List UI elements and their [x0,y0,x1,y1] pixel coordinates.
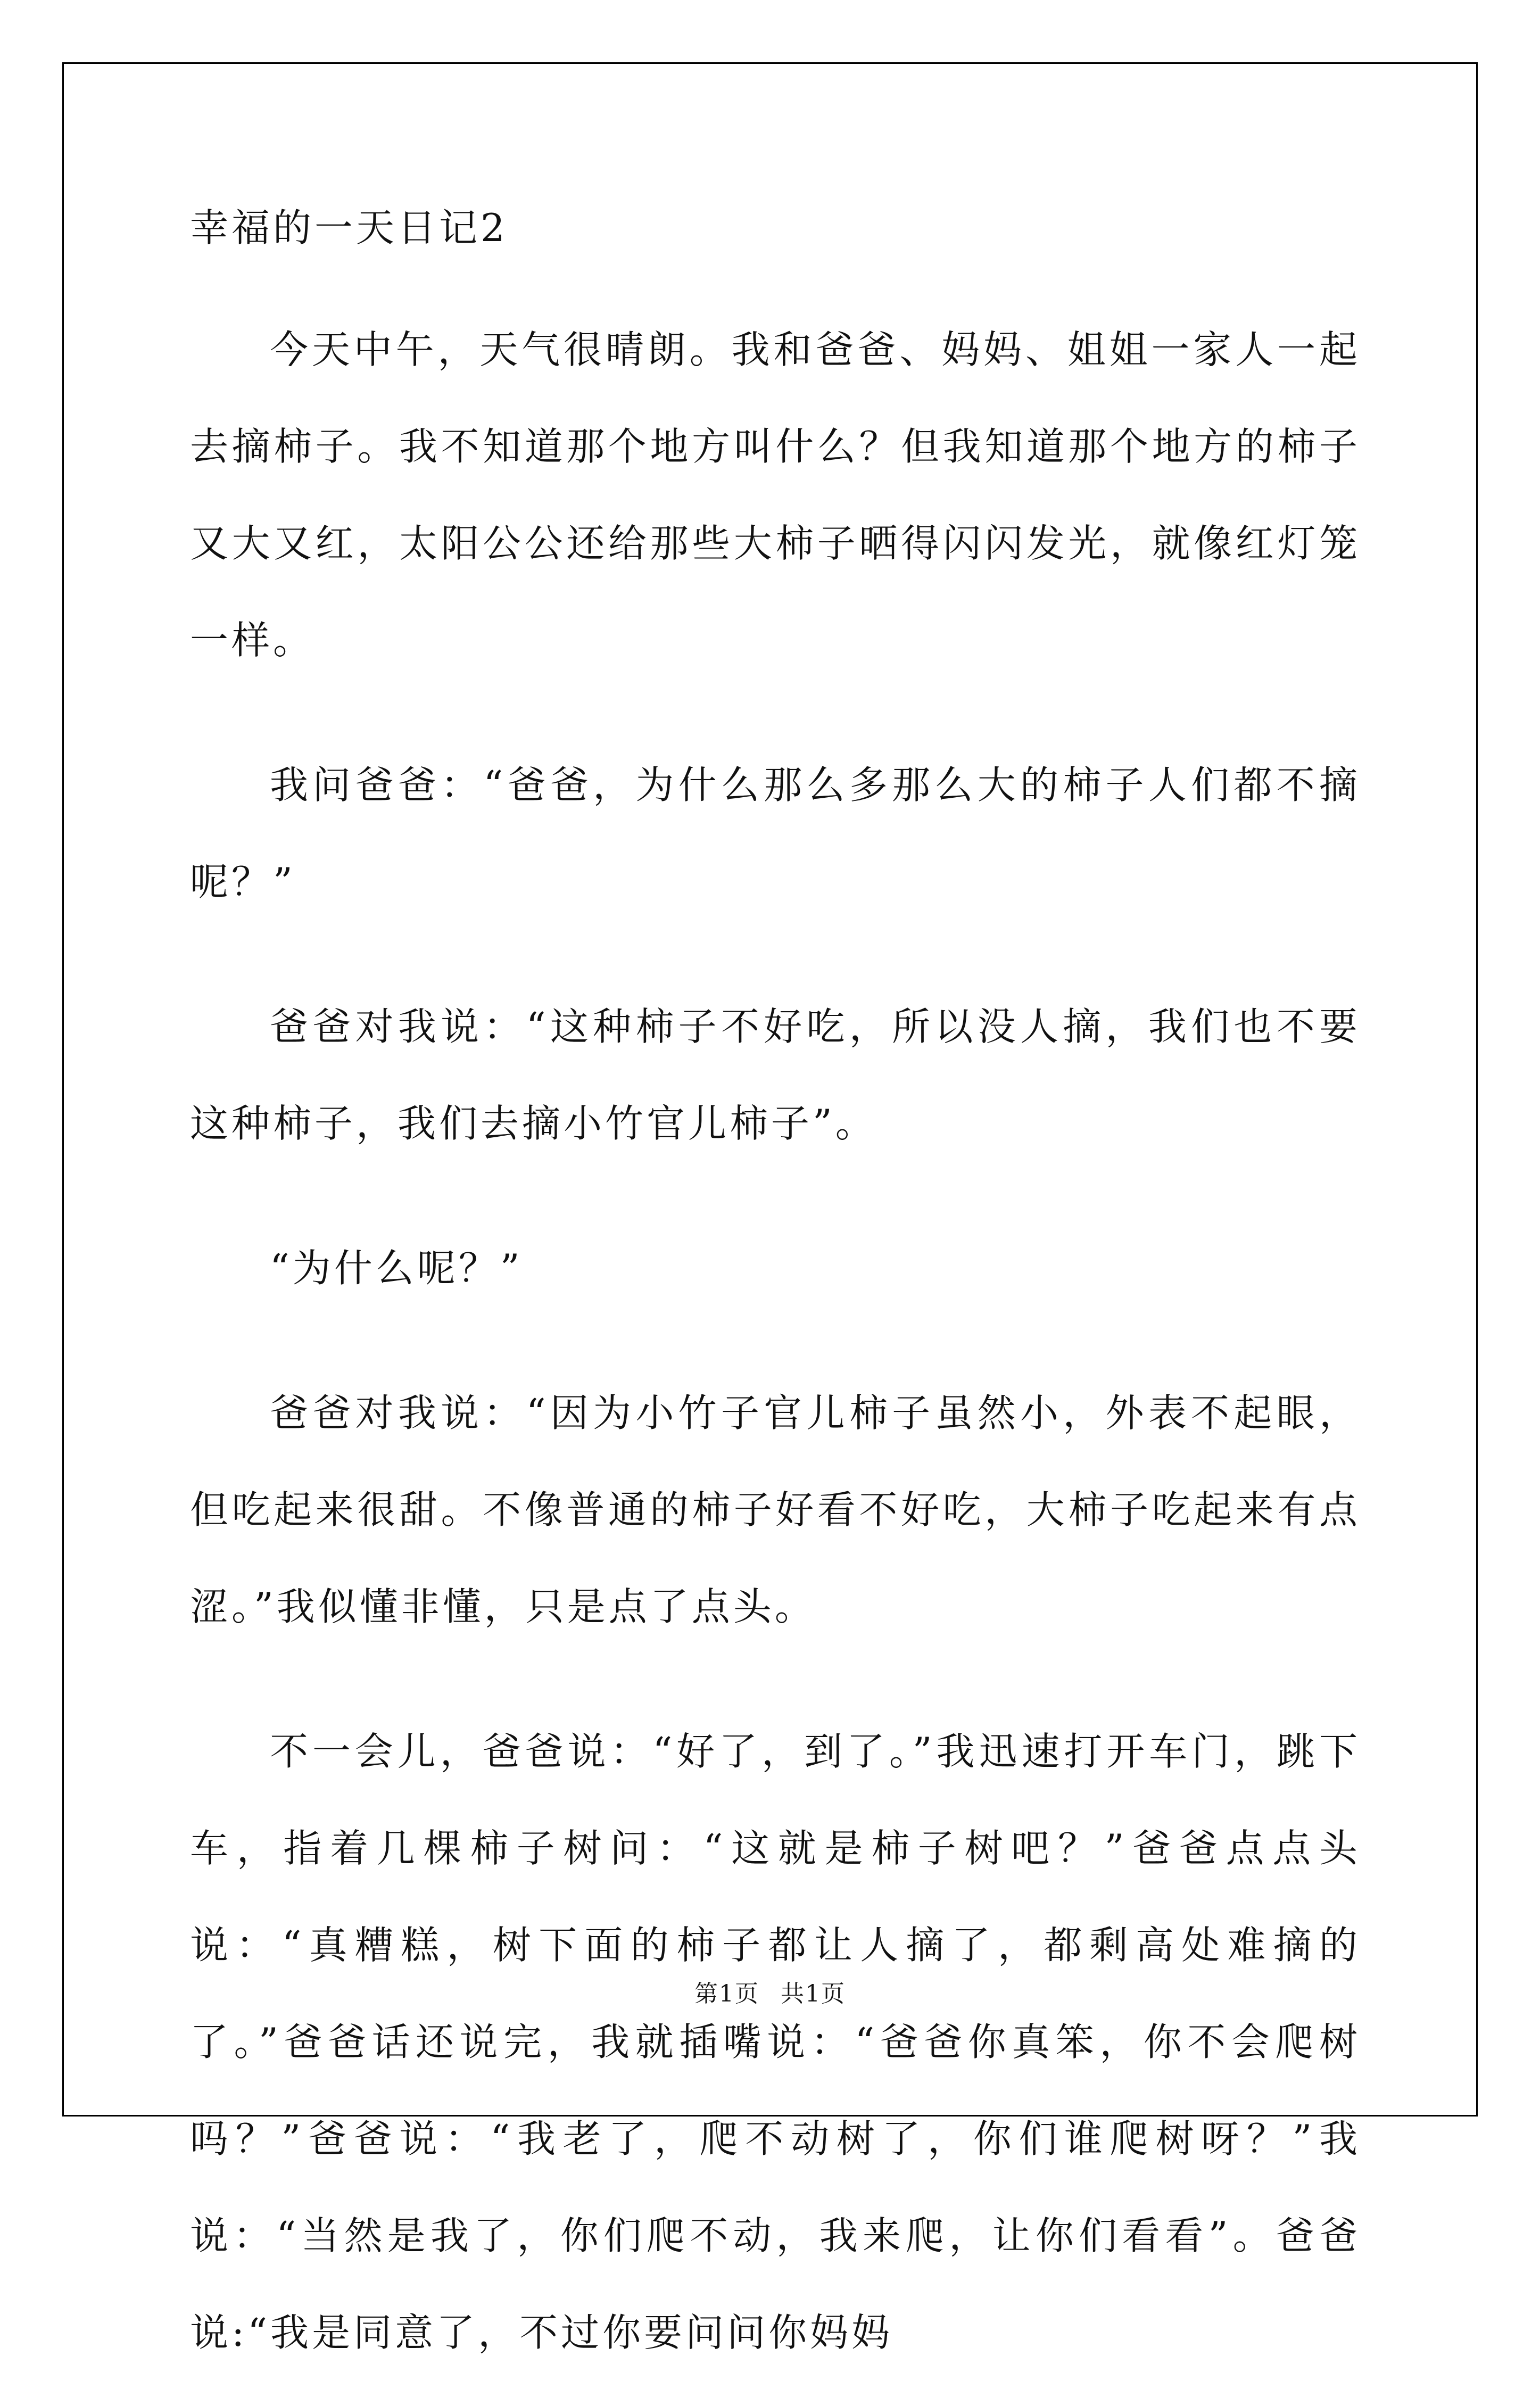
paragraph: 不一会儿，爸爸说：“好了，到了。”我迅速打开车门，跳下车，指着几棵柿子树问：“这就是柿子树吧？”爸爸点点头说：“真糟糕，树下面的柿子都让人摘了，都剩高处难摘的了。”爸爸话还说完，我就插嘴说：“爸爸你真笨，你不会爬树吗？”爸爸说：“我老了，爬不动树了，你们谁爬树呀？”我说：“当然是我了，你们爬不动，我来爬，让你们看看”。爸爸说:“我是同意了，不过你要问问你妈妈 [190,1729,1361,2355]
paragraph: 我问爸爸：“爸爸，为什么那么多那么大的柿子人们都不摘呢？” [190,763,1361,904]
paragraph: “为什么呢？” [270,1246,523,1291]
document-body [190,202,1361,2381]
page-footer [0,1974,1540,2008]
document-title: 幸福的一天日记2 [190,205,508,250]
page-number: 第1页 [694,1980,759,2007]
paragraph: 今天中午，天气很晴朗。我和爸爸、妈妈、姐姐一家人一起去摘柿子。我不知道那个地方叫什么？但我知道那个地方的柿子又大又红，太阳公公还给那些大柿子晒得闪闪发光，就像红灯笼一样。 [190,327,1361,663]
paragraph: 爸爸对我说：“因为小竹子官儿柿子虽然小，外表不起眼，但吃起来很甜。不像普通的柿子好看不好吃，大柿子吃起来有点涩。”我似懂非懂，只是点了点头。 [190,1391,1361,1629]
paragraph: 爸爸对我说：“这种柿子不好吃，所以没人摘，我们也不要这种柿子，我们去摘小竹官儿柿子”。 [190,1004,1361,1146]
page-total: 共1页 [781,1980,846,2007]
